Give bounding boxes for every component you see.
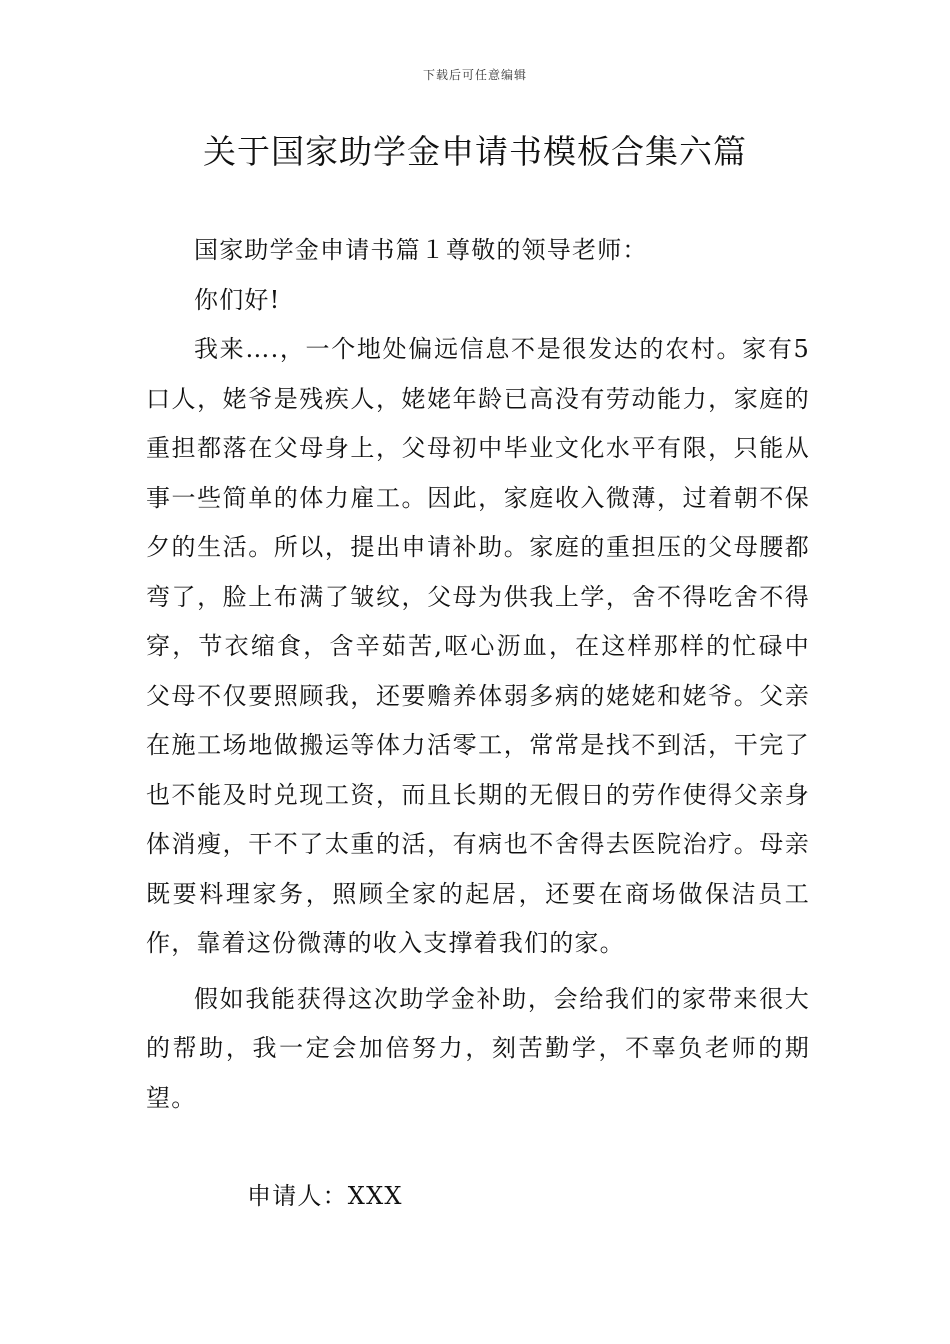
body-paragraph-1: 我来….，一个地处偏远信息不是很发达的农村。家有5口人，姥爷是残疾人，姥姥年龄已高没有劳动能力，家庭的重担都落在父母身上，父母初中毕业文化水平有限，只能从事一些简单的体力雇工。因此，家庭收入微薄，过着朝不保夕的生活。所以，提出申请补助。家庭的重担压的父母腰都弯了，脸上布满了皱纹，父母为供我上学，舍不得吃舍不得穿，节衣缩食，含辛茹苦,呕心沥血，在这样那样的忙碌中父母不仅要照顾我，还要赡养体弱多病的姥姥和姥爷。父亲在施工场地做搬运等体力活零工，常常是找不到活，干完了也不能及时兑现工资，而且长期的无假日的劳作使得父亲身体消瘦，干不了太重的活，有病也不舍得去医院治疗。母亲既要料理家务，照顾全家的起居，还要在商场做保洁员工作，靠着这份微薄的收入支撑着我们的家。 — [146, 335, 810, 957]
document-title: 关于国家助学金申请书模板合集六篇 — [203, 132, 747, 171]
intro-paragraph: 国家助学金申请书篇１尊敬的领导老师： — [194, 236, 648, 264]
signature-line: 申请人：XXX — [247, 1182, 403, 1210]
document-body — [146, 226, 810, 1123]
body-paragraph-2: 假如我能获得这次助学金补助，会给我们的家带来很大的帮助，我一定会加倍努力，刻苦勤学，不辜负老师的期望。 — [146, 984, 810, 1112]
greeting-paragraph: 你们好! — [194, 285, 281, 314]
header-note: 下载后可任意编辑 — [422, 68, 527, 82]
